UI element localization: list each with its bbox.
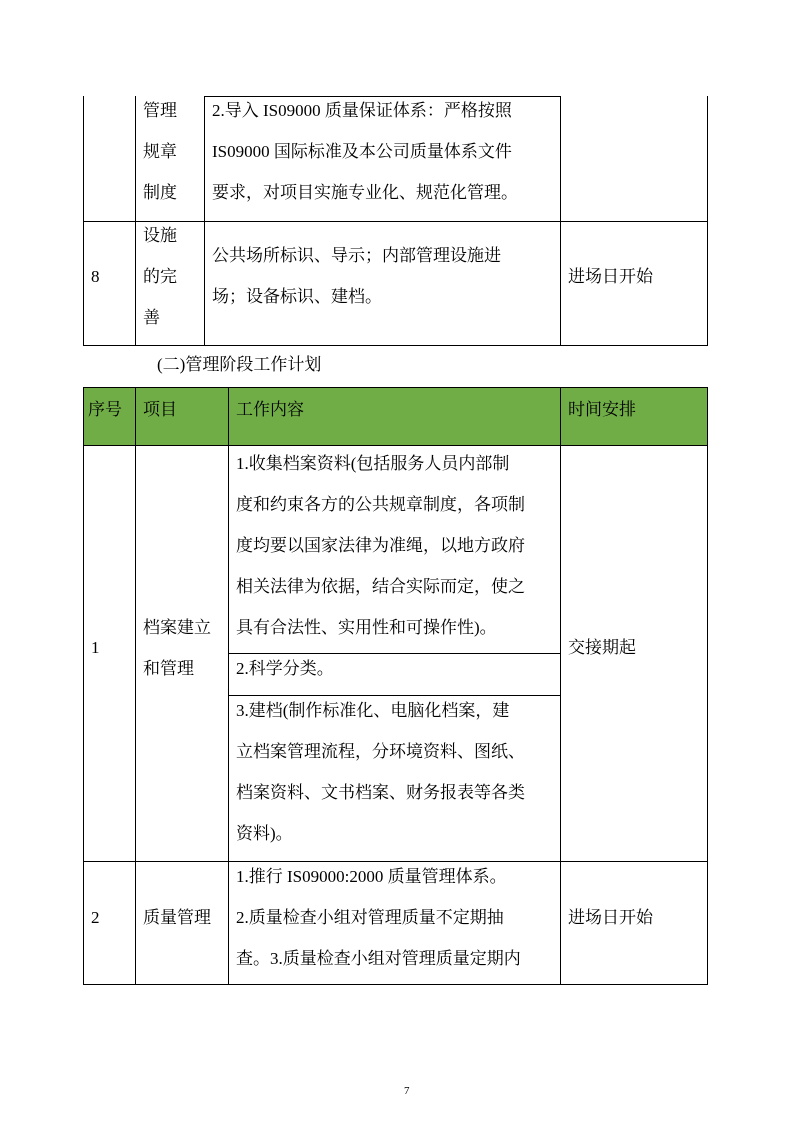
project-cell-line: 规章 [143,142,177,161]
table-border [83,387,84,984]
header-project: 项目 [143,400,177,419]
header-time: 时间安排 [568,400,636,419]
content-cell-line: 相关法律为依据，结合实际而定，使之 [236,577,525,596]
project-cell-line: 管理 [143,101,177,120]
content-cell-line: 1.收集档案资料(包括服务人员内部制 [236,454,510,473]
table-border [83,984,708,985]
project-cell-line: 的完 [143,267,177,286]
time-cell: 交接期起 [568,638,636,657]
content-cell-line: 要求，对项目实施专业化、规范化管理。 [212,183,518,202]
content-cell-line: 具有合法性、实用性和可操作性)。 [236,618,497,637]
project-cell-line: 制度 [143,183,177,202]
table-border [135,387,136,984]
content-cell-line: 度和约束各方的公共规章制度，各项制 [236,495,525,514]
index-cell: 1 [91,638,100,657]
table-border [707,387,708,984]
content-cell-line: 1.推行 IS09000:2000 质量管理体系。 [236,867,507,886]
content-cell-line: 场；设备标识、建档。 [212,287,382,306]
project-cell-line: 善 [143,308,160,327]
content-cell-line: 2.科学分类。 [236,659,334,678]
section-title: (二)管理阶段工作计划 [157,355,322,374]
page-number: 7 [404,1085,410,1097]
table-border [83,387,708,388]
content-cell-line: 立档案管理流程，分环境资料、图纸、 [236,742,525,761]
table-border [228,387,229,984]
content-cell-line: 档案资料、文书档案、财务报表等各类 [236,783,525,802]
index-cell: 8 [91,267,100,286]
header-index: 序号 [88,400,122,419]
content-cell-line: 度均要以国家法律为准绳，以地方政府 [236,536,525,555]
header-content: 工作内容 [236,400,304,419]
content-cell-line: 资料)。 [236,824,293,843]
content-cell-line: 2.导入 IS09000 质量保证体系：严格按照 [212,101,512,120]
project-cell-line: 档案建立 [143,618,211,637]
time-cell: 进场日开始 [568,908,653,927]
index-cell: 2 [91,908,100,927]
content-cell-line: 公共场所标识、导示；内部管理设施进 [212,246,501,265]
project-cell-line: 设施 [143,226,177,245]
content-cell-line: IS09000 国际标准及本公司质量体系文件 [212,142,512,161]
content-cell-line: 查。3.质量检查小组对管理质量定期内 [236,949,521,968]
table-border [83,345,708,346]
content-cell-line: 2.质量检查小组对管理质量不定期抽 [236,908,504,927]
table-border [560,387,561,984]
time-cell: 进场日开始 [568,267,653,286]
project-cell-line: 和管理 [143,659,194,678]
content-cell-line: 3.建档(制作标准化、电脑化档案，建 [236,701,510,720]
project-cell: 质量管理 [143,908,211,927]
